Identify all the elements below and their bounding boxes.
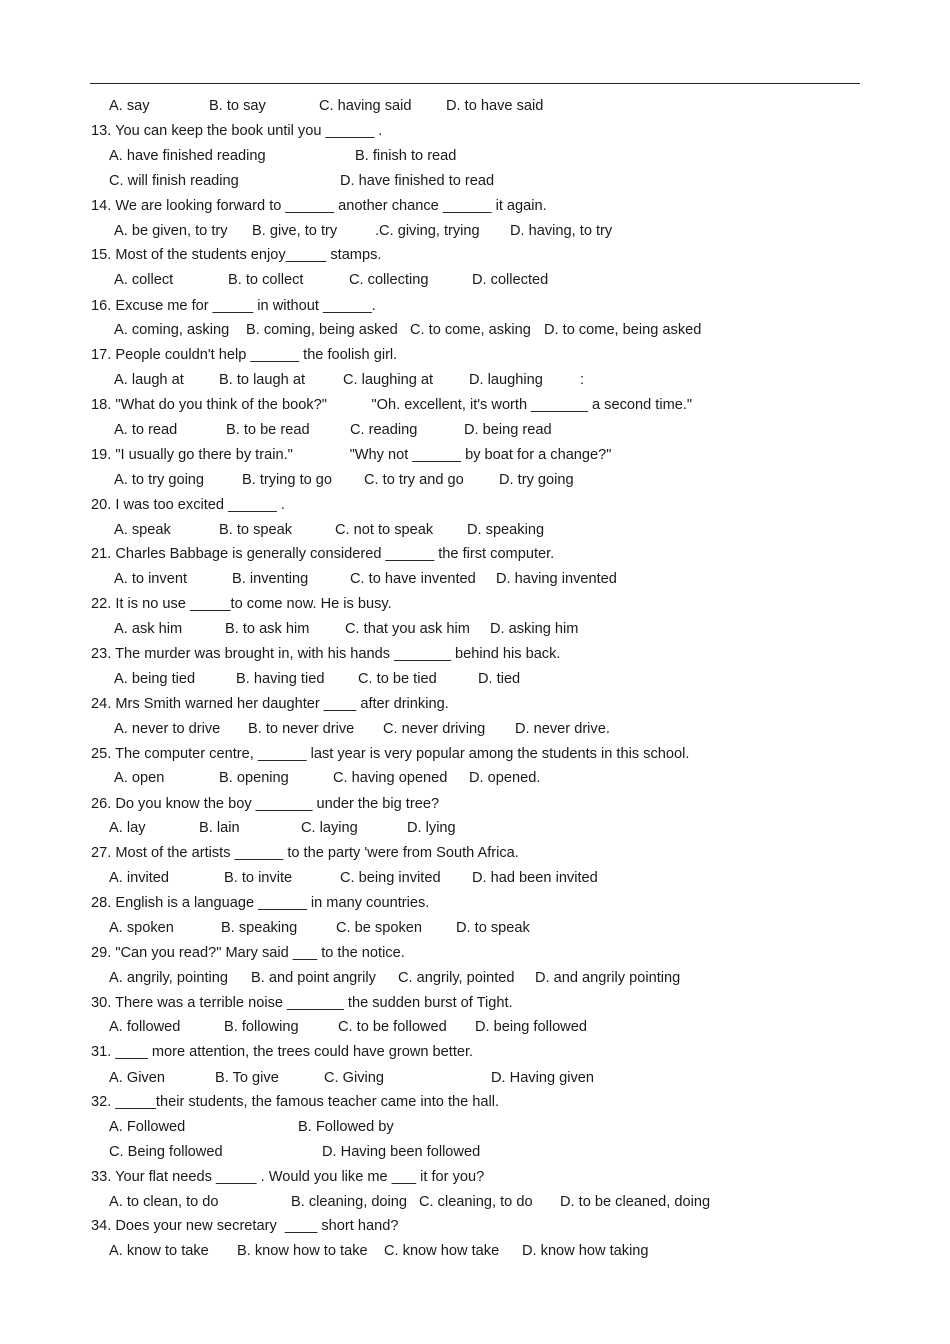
answer-option: C. having opened (333, 770, 448, 786)
question-text: 26. Do you know the boy _______ under the big tree? (91, 796, 440, 812)
answer-option: B. trying to go (242, 472, 333, 488)
answer-option: A. ask him (114, 621, 183, 637)
answer-option: C. know how take (384, 1243, 500, 1259)
answer-option: A. collect (114, 272, 174, 288)
answer-option: D. never drive. (515, 721, 610, 737)
answer-option: B. following (224, 1019, 299, 1035)
answer-option: D. to have said (446, 98, 544, 114)
answer-option: A. open (114, 770, 165, 786)
question-text: 20. I was too excited ______ . (91, 497, 285, 513)
answer-option: C. Giving (324, 1070, 385, 1086)
question-text: 32. _____their students, the famous teacher came into the hall. (91, 1094, 500, 1110)
answer-option: B. to laugh at (219, 372, 306, 388)
answer-option: C. reading (350, 422, 418, 438)
answer-option: A. to invent (114, 571, 188, 587)
answer-option: D. Having given (491, 1070, 595, 1086)
answer-option: C. angrily, pointed (398, 970, 515, 986)
answer-option: D. to be cleaned, doing (560, 1194, 711, 1210)
answer-option: B. coming, being asked (246, 322, 398, 338)
answer-option: C. to be followed (338, 1019, 447, 1035)
question-text: 29. "Can you read?" Mary said ___ to the notice. (91, 945, 405, 961)
answer-option: A. to read (114, 422, 178, 438)
answer-option: D. laughing (469, 372, 543, 388)
answer-option: C. having said (319, 98, 412, 114)
answer-option: A. be given, to try (114, 223, 228, 239)
question-text: 33. Your flat needs _____ . Would you like me ___ it for you? (91, 1169, 485, 1185)
answer-option: B. to collect (228, 272, 304, 288)
answer-option: D. Having been followed (322, 1144, 481, 1160)
answer-option: D. have finished to read (340, 173, 495, 189)
answer-option: C. being invited (340, 870, 441, 886)
answer-option: A. lay (109, 820, 146, 836)
answer-option: C. collecting (349, 272, 429, 288)
answer-option: A. have finished reading (109, 148, 266, 164)
answer-option: C. to come, asking (410, 322, 531, 338)
question-text: 25. The computer centre, ______ last year is very popular among the students in this school. (91, 746, 690, 762)
answer-option: C. to be tied (358, 671, 437, 687)
answer-option: D. having invented (496, 571, 617, 587)
answer-option: C. that you ask him (345, 621, 470, 637)
answer-option: D. asking him (490, 621, 579, 637)
answer-option: : (580, 372, 585, 388)
answer-option: C. to have invented (350, 571, 476, 587)
answer-option: D. lying (407, 820, 456, 836)
answer-option: C. be spoken (336, 920, 422, 936)
answer-option: D. collected (472, 272, 549, 288)
answer-option: A. spoken (109, 920, 174, 936)
question-text: 13. You can keep the book until you ______ . (91, 123, 383, 139)
answer-option: C. Being followed (109, 1144, 223, 1160)
question-text: 27. Most of the artists ______ to the party 'were from South Africa. (91, 845, 519, 861)
question-text: 18. "What do you think of the book?" "Oh. excellent, it's worth _______ a second time." (91, 397, 693, 413)
answer-option: D. try going (499, 472, 574, 488)
answer-option: D. speaking (467, 522, 545, 538)
answer-option: D. and angrily pointing (535, 970, 681, 986)
question-text: 14. We are looking forward to ______ another chance ______ it again. (91, 198, 547, 214)
answer-option: B. having tied (236, 671, 325, 687)
header-rule (90, 83, 860, 84)
answer-option: B. to invite (224, 870, 293, 886)
answer-option: D. being read (464, 422, 552, 438)
question-text: 30. There was a terrible noise _______ the sudden burst of Tight. (91, 995, 513, 1011)
answer-option: A. Followed (109, 1119, 186, 1135)
answer-option: A. say (109, 98, 150, 114)
answer-option: C. not to speak (335, 522, 434, 538)
answer-option: B. to be read (226, 422, 310, 438)
question-text: 31. ____ more attention, the trees could have grown better. (91, 1044, 474, 1060)
answer-option: D. having, to try (510, 223, 613, 239)
answer-option: B. know how to take (237, 1243, 368, 1259)
answer-option: D. had been invited (472, 870, 598, 886)
answer-option: C. laying (301, 820, 358, 836)
answer-option: C. to try and go (364, 472, 464, 488)
question-text: 15. Most of the students enjoy_____ stamps. (91, 247, 382, 263)
answer-option: A. invited (109, 870, 170, 886)
answer-option: B. to never drive (248, 721, 355, 737)
answer-option: B. to say (209, 98, 266, 114)
answer-option: C. will finish reading (109, 173, 239, 189)
answer-option: A. to clean, to do (109, 1194, 219, 1210)
answer-option: A. laugh at (114, 372, 184, 388)
answer-option: B. Followed by (298, 1119, 394, 1135)
question-text: 22. It is no use _____to come now. He is busy. (91, 596, 392, 612)
answer-option: B. to speak (219, 522, 293, 538)
answer-option: C. laughing at (343, 372, 434, 388)
answer-option: A. coming, asking (114, 322, 230, 338)
question-text: 21. Charles Babbage is generally considered ______ the first computer. (91, 546, 555, 562)
question-text: 19. "I usually go there by train." "Why not ______ by boat for a change?" (91, 447, 612, 463)
answer-option: D. know how taking (522, 1243, 649, 1259)
answer-option: B. lain (199, 820, 240, 836)
answer-option: .C. giving, trying (375, 223, 480, 239)
answer-option: A. never to drive (114, 721, 221, 737)
answer-option: B. to ask him (225, 621, 310, 637)
answer-option: D. to come, being asked (544, 322, 702, 338)
answer-option: D. to speak (456, 920, 530, 936)
question-text: 23. The murder was brought in, with his hands _______ behind his back. (91, 646, 561, 662)
answer-option: D. being followed (475, 1019, 587, 1035)
question-text: 34. Does your new secretary ____ short hand? (91, 1218, 399, 1234)
question-text: 24. Mrs Smith warned her daughter ____ after drinking. (91, 696, 449, 712)
answer-option: B. and point angrily (251, 970, 376, 986)
answer-option: C. cleaning, to do (419, 1194, 533, 1210)
answer-option: A. Given (109, 1070, 165, 1086)
answer-option: D. opened. (469, 770, 541, 786)
answer-option: B. finish to read (355, 148, 457, 164)
answer-option: C. never driving (383, 721, 486, 737)
answer-option: A. speak (114, 522, 171, 538)
answer-option: A. being tied (114, 671, 196, 687)
answer-option: A. followed (109, 1019, 181, 1035)
answer-option: B. give, to try (252, 223, 338, 239)
question-text: 17. People couldn't help ______ the foolish girl. (91, 347, 398, 363)
answer-option: B. speaking (221, 920, 298, 936)
answer-option: B. inventing (232, 571, 309, 587)
answer-option: D. tied (478, 671, 521, 687)
question-text: 28. English is a language ______ in many countries. (91, 895, 430, 911)
answer-option: A. angrily, pointing (109, 970, 228, 986)
answer-option: B. To give (215, 1070, 279, 1086)
answer-option: A. to try going (114, 472, 205, 488)
answer-option: B. opening (219, 770, 289, 786)
question-text: 16. Excuse me for _____ in without ______. (91, 298, 376, 314)
answer-option: B. cleaning, doing (291, 1194, 408, 1210)
answer-option: A. know to take (109, 1243, 209, 1259)
